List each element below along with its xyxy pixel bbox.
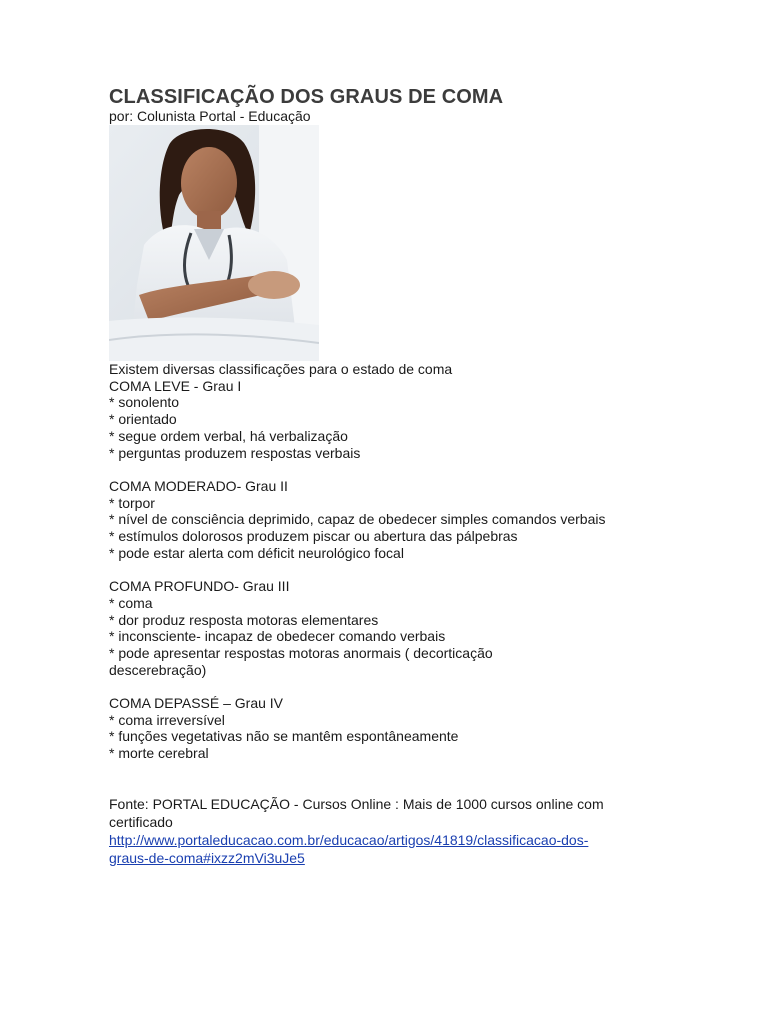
list-item: * nível de consciência deprimido, capaz de obedecer simples comandos verbais xyxy=(109,511,606,528)
list-item: * morte cerebral xyxy=(109,745,209,762)
spacer xyxy=(109,762,669,795)
spacer xyxy=(109,461,669,478)
section-heading: COMA LEVE - Grau I xyxy=(109,377,242,394)
document-page xyxy=(109,86,669,867)
spacer xyxy=(109,561,669,578)
list-item: * torpor xyxy=(109,494,155,511)
list-item: * coma xyxy=(109,594,153,611)
source-link[interactable] xyxy=(109,831,669,867)
list-item: * sonolento xyxy=(109,394,180,411)
source-text: Fonte: PORTAL EDUCAÇÃO - Cursos Online : Mais de 1000 cursos online com certificado xyxy=(109,795,604,830)
source-link-line1[interactable]: http://www.portaleducacao.com.br/educacao/artigos/41819/classificacao-dos- xyxy=(109,831,589,848)
list-item: * orientado xyxy=(109,411,177,428)
byline: por: Colunista Portal - Educação xyxy=(109,108,311,124)
article-body xyxy=(109,361,669,867)
list-item: * funções vegetativas não se mantêm espontâneamente xyxy=(109,728,459,745)
section-heading: COMA MODERADO- Grau II xyxy=(109,477,288,494)
list-item: * estímulos dolorosos produzem piscar ou abertura das pálpebras xyxy=(109,528,518,545)
page-title: CLASSIFICAÇÃO DOS GRAUS DE COMA xyxy=(109,86,504,108)
list-item: * perguntas produzem respostas verbais xyxy=(109,444,361,461)
section-heading: COMA DEPASSÉ – Grau IV xyxy=(109,695,284,712)
list-item: * pode estar alerta com déficit neurológico focal xyxy=(109,544,404,561)
section-grade-4 xyxy=(109,695,669,762)
list-item: * inconsciente- incapaz de obedecer comando verbais xyxy=(109,628,446,645)
spacer xyxy=(109,678,669,695)
section-grade-3 xyxy=(109,578,669,678)
list-item: * dor produz resposta motoras elementares xyxy=(109,611,379,628)
list-item: * pode apresentar respostas motoras anormais ( decorticação descerebração) xyxy=(109,644,497,678)
section-grade-2 xyxy=(109,478,669,562)
list-item: * segue ordem verbal, há verbalização xyxy=(109,427,348,444)
intro-text: Existem diversas classificações para o estado de coma xyxy=(109,361,453,377)
source-link-line2[interactable]: graus-de-coma#ixzz2mVi3uJe5 xyxy=(109,849,305,866)
nurse-photo xyxy=(109,125,319,361)
list-item: * coma irreversível xyxy=(109,711,225,728)
section-grade-1 xyxy=(109,378,669,462)
source-block xyxy=(109,795,669,867)
section-heading: COMA PROFUNDO- Grau III xyxy=(109,578,290,595)
